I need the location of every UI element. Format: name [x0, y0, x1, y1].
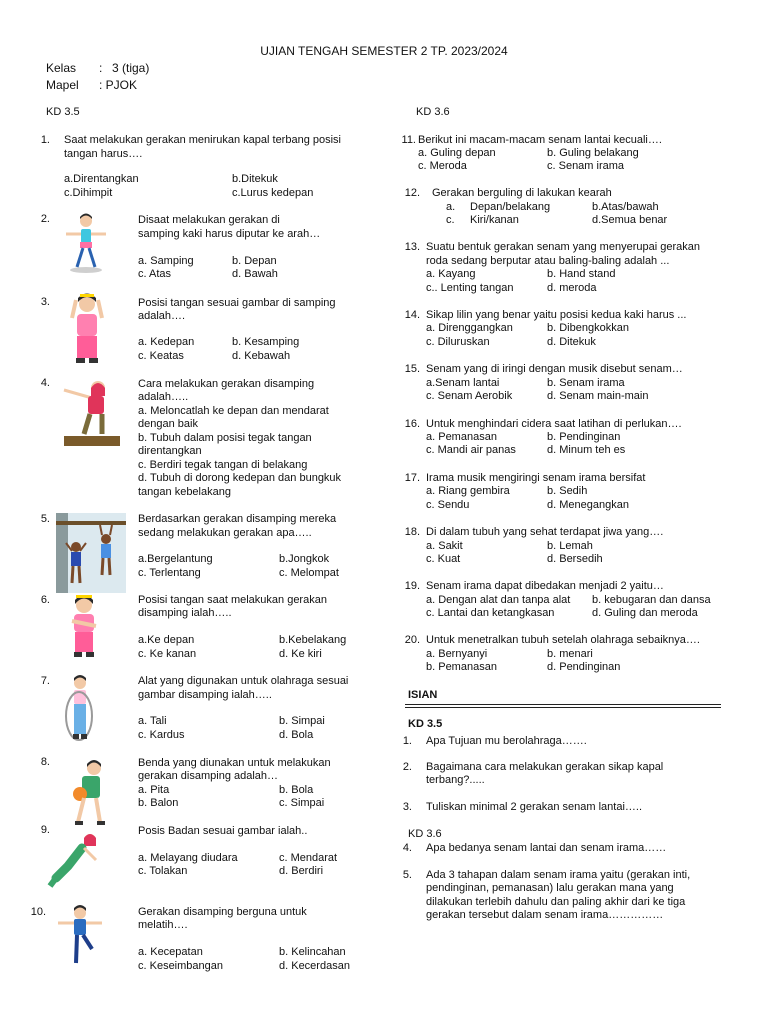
option-c: c. Keseimbangan: [138, 960, 223, 972]
option-b: b. Dibengkokkan: [547, 322, 629, 334]
option-a-text: Depan/belakang: [470, 201, 551, 213]
question-text: Cara melakukan gerakan disamping: [138, 378, 315, 390]
option-c: c. Atas: [138, 268, 172, 280]
option-c-text: Kiri/kanan: [470, 214, 519, 226]
option-c: c. Ke kanan: [138, 648, 197, 660]
exam-title: UJIAN TENGAH SEMESTER 2 TP. 2023/2024: [260, 44, 508, 58]
option-d: d. Pendinginan: [547, 661, 621, 673]
option-b: b. Simpai: [279, 715, 325, 727]
question-number: 9.: [40, 824, 50, 836]
answer-option: tangan kebelakang: [138, 486, 231, 498]
option-a: a.Senam lantai: [426, 377, 500, 389]
option-c: c. Mandi air panas: [426, 444, 516, 456]
isian-heading: ISIAN: [408, 689, 438, 701]
question-text: terbang?.....: [426, 774, 485, 786]
question-text: Gerakan berguling di lakukan kearah: [432, 187, 612, 199]
option-a: a. Kedepan: [138, 336, 195, 348]
option-b: b. Depan: [232, 255, 277, 267]
option-b: b.Jongkok: [279, 553, 330, 565]
option-c-letter: c.: [446, 214, 455, 226]
child-jumping-illustration: [58, 378, 122, 455]
option-c: c. Meroda: [418, 160, 467, 172]
option-a: a. Tali: [138, 715, 167, 727]
option-d: c. Melompat: [279, 567, 339, 579]
option-d: d. Ke kiri: [279, 648, 322, 660]
question-text: Ada 3 tahapan dalam senam irama yaitu (gerakan inti,: [426, 869, 691, 881]
option-d: c.Lurus kedepan: [232, 187, 314, 199]
question-number: 6.: [40, 594, 50, 606]
option-b: b. Lemah: [547, 540, 593, 552]
question-text: Senam irama dapat dibedakan menjadi 2 yaitu…: [426, 580, 664, 592]
question-text: Senam yang di iringi dengan musik disebut senam…: [426, 363, 683, 375]
question-text: pendinginan, pemanasan) lalu gerakan mana yang: [426, 882, 674, 894]
option-a: a. Kayang: [426, 268, 476, 280]
question-number: 4.: [402, 842, 412, 854]
left-section-kd: KD 3.5: [46, 106, 80, 118]
option-a: a. Pita: [138, 784, 170, 796]
question-number: 10.: [30, 906, 46, 918]
option-a: a.Direntangkan: [64, 173, 139, 185]
question-text: dilakukan terlebih dahulu dan paling akhir dari ke tiga: [426, 896, 686, 908]
question-text: Sikap lilin yang benar yaitu posisi kedua kaki harus ...: [426, 309, 687, 321]
option-d: d. Senam main-main: [547, 390, 649, 402]
question-text: melatih….: [138, 919, 188, 931]
option-c: b. Balon: [138, 797, 179, 809]
option-b: b. Sedih: [547, 485, 588, 497]
question-text: Gerakan disamping berguna untuk: [138, 906, 307, 918]
question-text: Suatu bentuk gerakan senam yang menyerupai gerakan: [426, 241, 700, 253]
option-a: a. Riang gembira: [426, 485, 510, 497]
question-text: Alat yang digunakan untuk olahraga sesuai: [138, 675, 349, 687]
question-text: gerakan tersebut dalam senam irama……………: [426, 909, 664, 921]
option-d: d. Guling dan meroda: [592, 607, 698, 619]
option-a: a. Melayang diudara: [138, 852, 238, 864]
question-text: Di dalam tubuh yang sehat terdapat jiwa yang….: [426, 526, 664, 538]
question-text: Posisi tangan saat melakukan gerakan: [138, 594, 327, 606]
option-d: d. Bola: [279, 729, 314, 741]
question-text: Posisi tangan sesuai gambar di samping: [138, 297, 336, 309]
question-text: Tuliskan minimal 2 gerakan senam lantai…..: [426, 801, 643, 813]
child-leaping-illustration: [46, 830, 104, 899]
kelas-value: 3 (tiga): [112, 61, 150, 75]
option-b: b. Guling belakang: [547, 147, 639, 159]
option-b: b. Kelincahan: [279, 946, 346, 958]
question-number: 17.: [404, 472, 420, 484]
option-d: d. Bawah: [232, 268, 278, 280]
option-a: a. Bernyanyi: [426, 648, 488, 660]
question-number: 4.: [40, 377, 50, 389]
answer-option: direntangkan: [138, 445, 202, 457]
answer-option: c. Berdiri tegak tangan di belakang: [138, 459, 308, 471]
question-number: 3.: [402, 801, 412, 813]
question-number: 8.: [40, 756, 50, 768]
option-d: d. Kecerdasan: [279, 960, 350, 972]
answer-option: d. Tubuh di dorong kedepan dan bungkuk: [138, 472, 342, 484]
option-d: d. Bersedih: [547, 553, 603, 565]
option-b: b. Bola: [279, 784, 314, 796]
question-text: Disaat melakukan gerakan di: [138, 214, 280, 226]
question-text: Saat melakukan gerakan menirukan kapal terbang posisi: [64, 134, 341, 146]
option-a: a. Dengan alat dan tanpa alat: [426, 594, 571, 606]
isian-kd36: KD 3.6: [408, 828, 442, 840]
question-text: adalah….: [138, 310, 186, 322]
option-b: b.Ditekuk: [232, 173, 278, 185]
question-text: Untuk menghindari cidera saat latihan di perlukan….: [426, 418, 682, 430]
option-d: d. Berdiri: [279, 865, 324, 877]
answer-option: a. Meloncatlah ke depan dan mendarat: [138, 405, 329, 417]
child-arms-spread-illustration: [64, 212, 108, 279]
option-b: b. Hand stand: [547, 268, 616, 280]
kelas-label: Kelas: [46, 61, 77, 75]
option-d: d. Minum teh es: [547, 444, 626, 456]
option-c: c.Dihimpit: [64, 187, 113, 199]
option-d: d. meroda: [547, 282, 597, 294]
option-a: a. Sakit: [426, 540, 463, 552]
option-a-letter: a.: [446, 201, 456, 213]
isian-divider: [405, 707, 721, 708]
question-text: Apa Tujuan mu berolahraga…….: [426, 735, 587, 747]
question-text: sedang melakukan gerakan apa…..: [138, 527, 312, 539]
answer-option: dengan baik: [138, 418, 198, 430]
answer-option: b. Tubuh dalam posisi tegak tangan: [138, 432, 312, 444]
option-c: c. Sendu: [426, 499, 470, 511]
question-number: 1.: [40, 134, 50, 146]
question-number: 5.: [40, 513, 50, 525]
option-d: d. Menegangkan: [547, 499, 629, 511]
question-text: Bagaimana cara melakukan gerakan sikap kapal: [426, 761, 664, 773]
question-text: adalah…..: [138, 391, 189, 403]
question-number: 20.: [404, 634, 420, 646]
question-text: disamping ialah…..: [138, 607, 232, 619]
question-number: 7.: [40, 675, 50, 687]
isian-kd35: KD 3.5: [408, 718, 443, 730]
option-a: a. Direnggangkan: [426, 322, 513, 334]
option-b: b. menari: [547, 648, 593, 660]
option-c: c. Senam Aerobik: [426, 390, 513, 402]
question-number: 16.: [404, 418, 420, 430]
option-b: b. kebugaran dan dansa: [592, 594, 711, 606]
option-a: a.Bergelantung: [138, 553, 213, 565]
question-text: roda sedang berputar atau baling-baling adalah ...: [426, 255, 670, 267]
child-balancing-illustration: [56, 905, 104, 974]
option-c: c. Tolakan: [138, 865, 188, 877]
question-text: Berikut ini macam-macam senam lantai kecuali….: [418, 134, 662, 146]
question-number: 2.: [402, 761, 412, 773]
question-text: Irama musik mengiringi senam irama bersifat: [426, 472, 646, 484]
question-text: Untuk menetralkan tubuh setelah olahraga sebaiknya….: [426, 634, 700, 646]
option-b: b. Pendinginan: [547, 431, 621, 443]
option-c: c. Lantai dan ketangkasan: [426, 607, 555, 619]
question-text: Posis Badan sesuai gambar ialah..: [138, 825, 308, 837]
child-with-ball-illustration: [64, 758, 110, 837]
option-b: b.Kebelakang: [279, 634, 347, 646]
question-text: gerakan disamping adalah…: [138, 770, 279, 782]
option-c: b. Pemanasan: [426, 661, 497, 673]
option-a: a. Guling depan: [418, 147, 496, 159]
option-d: c. Simpai: [279, 797, 325, 809]
question-number: 19.: [404, 580, 420, 592]
option-d: d.Semua benar: [592, 214, 668, 226]
option-c: c. Kuat: [426, 553, 461, 565]
question-number: 3.: [40, 296, 50, 308]
question-text: Apa bedanya senam lantai dan senam irama……: [426, 842, 667, 854]
question-number: 5.: [402, 869, 412, 881]
question-number: 1.: [402, 735, 412, 747]
option-c: c.. Lenting tangan: [426, 282, 514, 294]
option-a: a.Ke depan: [138, 634, 195, 646]
option-d: d. Ditekuk: [547, 336, 596, 348]
question-number: 15.: [404, 363, 420, 375]
option-a: a. Samping: [138, 255, 194, 267]
option-c: c. Keatas: [138, 350, 184, 362]
mapel-label: Mapel: [46, 78, 79, 92]
child-with-hoop-illustration: [62, 674, 96, 751]
option-c: c. Terlentang: [138, 567, 201, 579]
question-text: samping kaki harus diputar ke arah…: [138, 228, 321, 240]
children-hanging-illustration: [56, 513, 126, 598]
option-a: a. Pemanasan: [426, 431, 497, 443]
child-arms-crossed-illustration: [64, 594, 104, 667]
question-number: 2.: [40, 213, 50, 225]
question-text: gambar disamping ialah…..: [138, 689, 272, 701]
question-number: 13.: [404, 241, 420, 253]
question-number: 11.: [401, 134, 416, 146]
option-d: c. Senam irama: [547, 160, 625, 172]
question-number: 12.: [404, 187, 420, 199]
option-b: c. Mendarat: [279, 852, 338, 864]
option-c: c. Diluruskan: [426, 336, 490, 348]
question-number: 14.: [404, 309, 420, 321]
option-c: c. Kardus: [138, 729, 185, 741]
question-text: Berdasarkan gerakan disamping mereka: [138, 513, 337, 525]
question-text: tangan harus….: [64, 148, 143, 160]
kelas-separator: :: [99, 61, 103, 75]
option-d: d. Kebawah: [232, 350, 291, 362]
mapel-value: : PJOK: [99, 78, 138, 92]
right-section-kd: KD 3.6: [416, 106, 450, 118]
option-b: b.Atas/bawah: [592, 201, 659, 213]
isian-divider: [405, 704, 721, 705]
question-number: 18.: [404, 526, 420, 538]
option-a: a. Kecepatan: [138, 946, 203, 958]
child-hands-on-head-illustration: [62, 292, 112, 373]
option-b: b. Senam irama: [547, 377, 625, 389]
question-text: Benda yang diunakan untuk melakukan: [138, 757, 331, 769]
option-b: b. Kesamping: [232, 336, 300, 348]
